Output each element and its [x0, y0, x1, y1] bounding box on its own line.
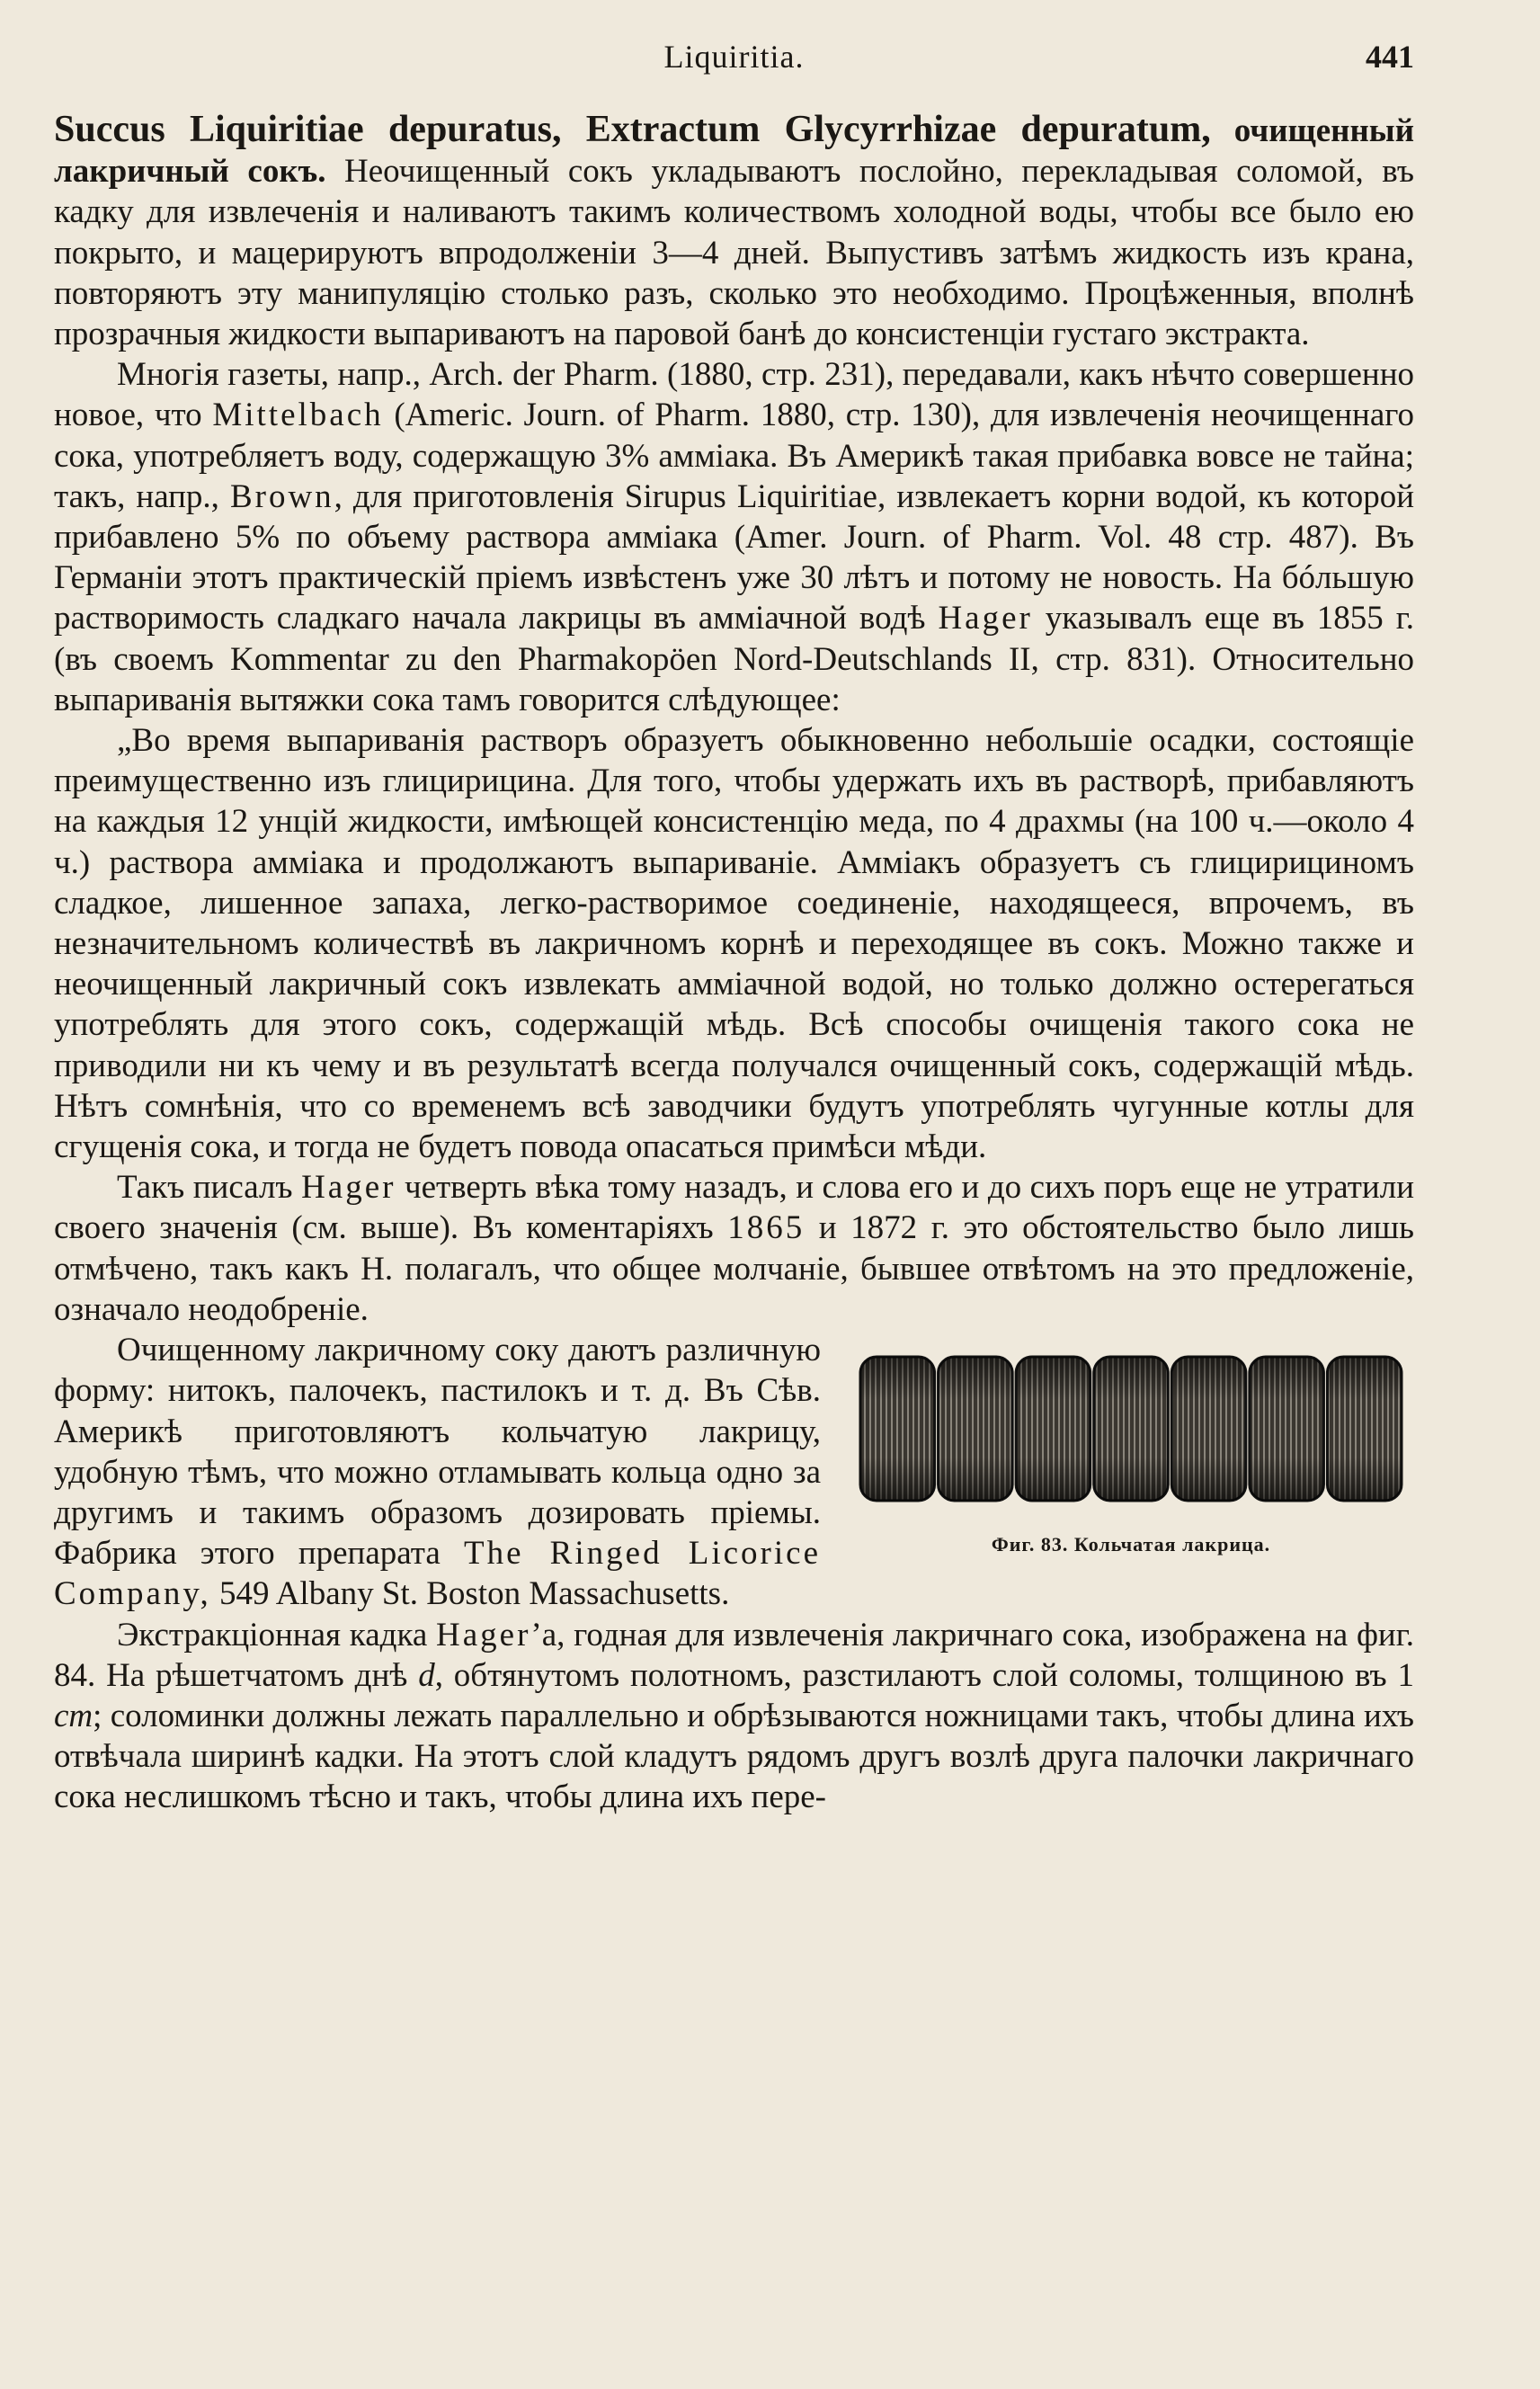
author-brown: Brown	[229, 477, 334, 515]
licorice-ring	[1171, 1357, 1246, 1501]
ringed-licorice-illustration	[848, 1339, 1414, 1519]
paragraph-text: указывалъ еще въ 1855 г. (въ своемъ Kommentar zu den Pharmakopöen Nord-Deutschlands II, стр. 831). Относительно выпариванія вытяжки сока тамъ говорится слѣдующее:	[54, 600, 1414, 718]
paragraph-text: Экстракціонная кадка	[117, 1616, 437, 1654]
company-name: The Ringed Licorice Company,	[54, 1535, 822, 1613]
running-head: Liquiritia.	[663, 39, 805, 75]
paragraph-extraction-tub	[54, 1615, 1414, 1818]
author-hager: Hager	[301, 1169, 396, 1207]
section-heading-russian: очищенный лакричный сокъ.	[54, 112, 1415, 191]
paragraph-quotation: „Во время выпариванія растворъ образуетъ обыкновенно небольшіе осадки, состоящіе преимущественно изъ глицирицина. Для того, чтобы удержать ихъ въ растворѣ, прибавляютъ на каждыя 12 унцій жидкости, имѣющей консистенцію меда, по 4 драхмы (на 100 ч.—около 4 ч.) раствора амміака и продолжаютъ выпариваніе. Амміакъ образуетъ съ глицирициномъ сладкое, лишенное запаха, легко-растворимое соединеніе, находящееся, впрочемъ, въ незначительномъ количествѣ въ лакричномъ корнѣ и переходящее въ сокъ. Можно также и неочищенный лакричный сокъ извлекать амміачной водой, но только должно остерегаться употреблять для этого сокъ, содержащій мѣдь. Всѣ способы очищенія такого сока не приводили ни къ чему и въ результатѣ всегда получался очищенный сокъ, содержащій мѣдь. Нѣтъ сомнѣнія, что со временемъ всѣ заводчики будутъ употреблять чугунные котлы для сгущенія сока, и тогда не будетъ повода опасаться примѣси мѣди.	[54, 722, 1414, 1166]
label-d: d	[418, 1656, 435, 1694]
company-address: 549 Albany St. Boston Massachusetts.	[210, 1575, 730, 1613]
paragraph-text: и 1872 г. это обстоятельство было лишь отмѣчено, такъ какъ H. полагалъ, что общее молчаніе, бывшее отвѣтомъ на это предложеніе, означало неодобреніе.	[54, 1209, 1415, 1328]
page-number: 441	[1366, 39, 1414, 75]
paragraph-succus-liquiritiae	[54, 110, 1414, 354]
paragraph-text: Такъ писалъ	[117, 1169, 302, 1207]
paragraph-text: ; соломинки должны лежать параллельно и обрѣзываются ножницами такъ, чтобы длина ихъ отвѣчала ширинѣ кадки. На этотъ слой кладутъ рядомъ другъ возлѣ друга палочки лакричнаго сока неслишкомъ тѣсно и такъ, чтобы длина ихъ пере-	[54, 1697, 1414, 1816]
licorice-ring	[1250, 1357, 1324, 1501]
body-text	[54, 110, 1414, 1818]
licorice-ring	[860, 1357, 935, 1501]
author-hager: Hager	[436, 1616, 531, 1654]
figure-ringed-licorice	[848, 1339, 1414, 1564]
paragraph-text: Неочищенный сокъ укладываютъ послойно, перекладывая соломой, въ кадку для извлеченія и наливаютъ такимъ количествомъ холодной воды, чтобы все было ею покрыто, и мацерируютъ впродолженіи 3—4 дней. Выпустивъ затѣмъ жидкость изъ крана, повторяютъ эту манипуляцію столько разъ, сколько это необходимо. Процѣженныя, вполнѣ прозрачныя жидкости выпариваютъ на паровой банѣ до консистенціи густаго экстракта.	[54, 153, 1414, 353]
unit-cm: cm	[54, 1697, 93, 1734]
paragraph-hager-wrote	[54, 1167, 1414, 1330]
paragraph-text: четверть вѣка тому назадъ, и слова его и до сихъ поръ еще не утратили своего значенія (см. выше). Въ коментаріяхъ	[54, 1169, 1415, 1247]
paragraph-text: Очищенному лакричному соку даютъ различную форму: нитокъ, палочекъ, пастилокъ и т. д. Въ Сѣв. Америкѣ приготовляютъ кольчатую лакрицу, удобную тѣмъ, что можно отламывать кольца одно за другимъ и такимъ образомъ дозировать пріемы. Фабрика этого препарата	[54, 1332, 821, 1573]
figure-caption: Фиг. 83. Кольчатая лакрица.	[991, 1533, 1271, 1556]
author-hager: Hager	[938, 600, 1033, 637]
licorice-ring	[939, 1357, 1013, 1501]
paragraph-newspapers	[54, 354, 1414, 720]
paragraph-text: ’а, годная для извлеченія лакричнаго сока, изображена на фиг. 84. На рѣшетчатомъ днѣ	[54, 1616, 1414, 1694]
paragraph-text: Многія газеты, напр., Arch. der Pharm. (1880, стр. 231), передавали, какъ нѣчто совершенно новое, что	[54, 356, 1414, 434]
licorice-ring	[1016, 1357, 1090, 1501]
author-mittelbach: Mittelbach	[212, 397, 384, 434]
paragraph-text: , для приготовленія Sirupus Liquiritiae, извлекаетъ корни водой, къ которой прибавлено 5% по объему раствора амміака (Amer. Journ. of Pharm. Vol. 48 стр. 487). Въ Германіи этотъ практическій пріемъ извѣстенъ уже 30 лѣтъ и потому не новость. На бóльшую растворимость сладкаго начала лакрицы въ амміачной водѣ	[54, 477, 1414, 637]
licorice-ring	[1327, 1357, 1402, 1501]
year-1865: 1865	[727, 1209, 806, 1247]
paragraph-text: , обтянутомъ полотномъ, разстилаютъ слой соломы, толщиною въ 1	[434, 1656, 1414, 1694]
section-heading-latin: Succus Liquiritiae depuratus, Extractum Glycyrrhizae depuratum,	[54, 109, 1211, 150]
licorice-ring	[1094, 1357, 1169, 1501]
paragraph-text: (Americ. Journ. of Pharm. 1880, стр. 130), для извлеченія неочищеннаго сока, употребляетъ воду, содержащую 3% амміака. Въ Америкѣ такая прибавка вовсе не тайна; такъ, напр.,	[54, 397, 1414, 515]
page-header	[54, 38, 1414, 83]
